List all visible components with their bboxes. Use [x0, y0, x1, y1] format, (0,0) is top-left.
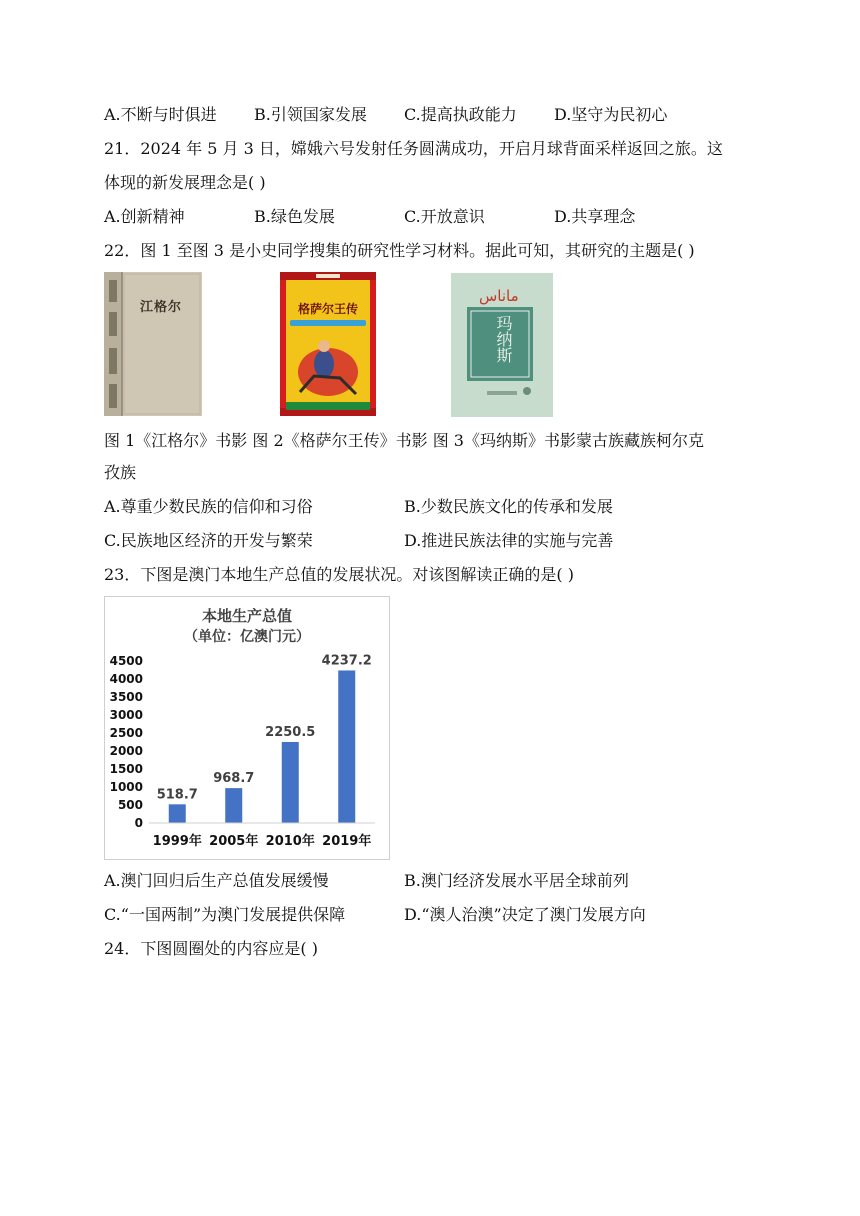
bar	[169, 804, 186, 823]
y-axis	[110, 654, 143, 830]
x-tick-label: 2010年	[265, 834, 315, 849]
book-cover-jiangeer	[104, 272, 202, 416]
x-axis	[149, 823, 375, 849]
q22-caption-line1: 图 1《江格尔》书影 图 2《格萨尔王传》书影 图 3《玛纳斯》书影蒙古族藏族柯尔克	[104, 431, 704, 450]
q21-stem-line1: 21．2024 年 5 月 3 日，嫦娥六号发射任务圆满成功，开启月球背面采样返回之旅。这	[104, 139, 723, 158]
book3-script: ماناس	[479, 287, 519, 305]
book-cover-manasi	[451, 273, 553, 417]
gdp-chart-svg	[105, 597, 389, 859]
chart-title: 本地生产总值	[201, 607, 293, 625]
book2-title: 格萨尔王传	[297, 302, 358, 316]
q23-option-a: A.澳门回归后生产总值发展缓慢	[104, 871, 329, 890]
y-tick-label: 500	[117, 798, 143, 812]
q22-caption-line2: 孜族	[104, 463, 137, 482]
gdp-bar-chart	[104, 596, 390, 860]
bar	[225, 788, 242, 823]
q23-option-b: B.澳门经济发展水平居全球前列	[404, 871, 629, 890]
bar	[338, 670, 355, 823]
q21-option-b: B.绿色发展	[254, 207, 335, 226]
y-tick-label: 3500	[109, 690, 143, 704]
q22-option-c: C.民族地区经济的开发与繁荣	[104, 531, 313, 550]
q22-option-b: B.少数民族文化的传承和发展	[404, 497, 613, 516]
y-tick-label: 3000	[109, 708, 143, 722]
x-tick-label: 1999年	[152, 834, 202, 849]
q21-option-d: D.共享理念	[554, 207, 636, 226]
bar-value-label: 4237.2	[321, 653, 372, 669]
y-tick-label: 0	[134, 816, 143, 830]
bars	[157, 653, 372, 823]
q23-option-d: D.“澳人治澳”决定了澳门发展方向	[404, 905, 646, 924]
q20-option-b: B.引领国家发展	[254, 105, 367, 124]
q20-option-c: C.提高执政能力	[404, 105, 517, 124]
y-tick-label: 1000	[109, 780, 143, 794]
book3-title: 玛纳斯	[494, 315, 513, 363]
y-tick-label: 4500	[109, 654, 143, 668]
q22-option-d: D.推进民族法律的实施与完善	[404, 531, 614, 550]
bar	[282, 742, 299, 823]
q20-option-a: A.不断与时俱进	[104, 105, 217, 124]
bar-value-label: 968.7	[213, 771, 255, 787]
y-tick-label: 2000	[109, 744, 143, 758]
q20-option-d: D.坚守为民初心	[554, 105, 668, 124]
q23-stem: 23．下图是澳门本地生产总值的发展状况。对该图解读正确的是( )	[104, 565, 574, 584]
y-tick-label: 4000	[109, 672, 143, 686]
x-tick-label: 2005年	[209, 834, 259, 849]
q21-option-a: A.创新精神	[104, 207, 185, 226]
book-cover-gesaer	[280, 272, 376, 416]
y-tick-label: 2500	[109, 726, 143, 740]
q21-stem-line2: 体现的新发展理念是( )	[104, 173, 266, 192]
q23-option-c: C.“一国两制”为澳门发展提供保障	[104, 905, 346, 924]
q22-option-a: A.尊重少数民族的信仰和习俗	[104, 497, 313, 516]
book1-title: 江格尔	[140, 300, 183, 315]
x-tick-label: 2019年	[322, 834, 372, 849]
bar-value-label: 518.7	[156, 787, 198, 803]
q24-stem: 24．下图圆圈处的内容应是( )	[104, 939, 318, 958]
q22-stem: 22．图 1 至图 3 是小史同学搜集的研究性学习材料。据此可知，其研究的主题是( )	[104, 241, 695, 260]
y-tick-label: 1500	[109, 762, 143, 776]
q21-option-c: C.开放意识	[404, 207, 485, 226]
bar-value-label: 2250.5	[265, 724, 316, 740]
chart-subtitle: （单位：亿澳门元）	[184, 629, 310, 645]
